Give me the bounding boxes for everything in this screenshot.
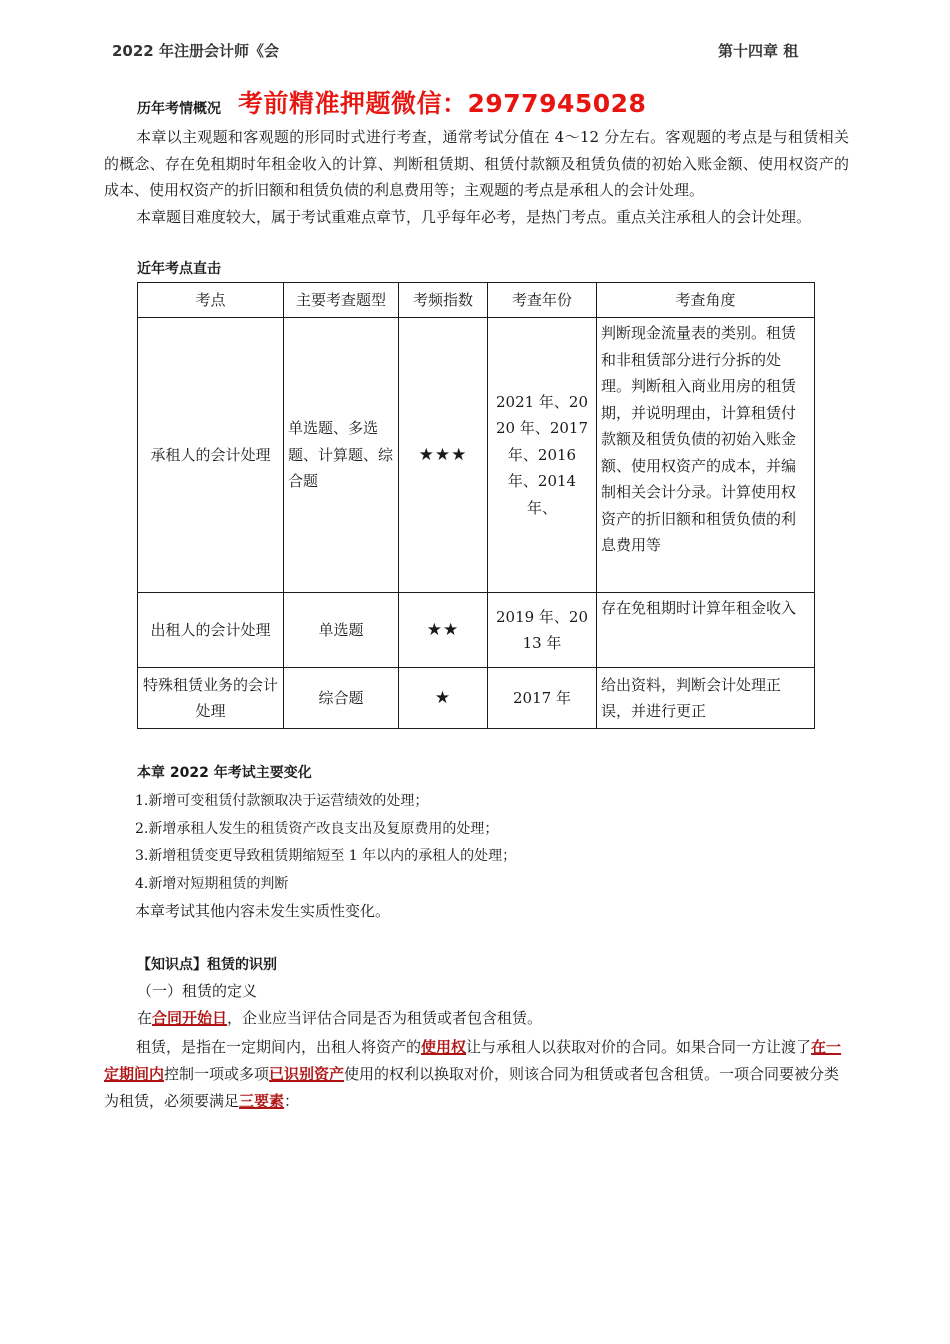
cell-point: 出租人的会计处理 (138, 593, 284, 668)
col-header: 考点 (138, 283, 284, 318)
cell-stars: ★ (399, 668, 488, 729)
cell-point: 承租人的会计处理 (138, 318, 284, 593)
changes-note: 本章考试其他内容未发生实质性变化。 (135, 902, 391, 920)
highlight-period: 在一定期间内 (104, 1038, 842, 1083)
table-row (138, 593, 815, 668)
table-title: 近年考点直击 (137, 261, 221, 277)
list-item: 3.新增租赁变更导致租赁期缩短至 1 年以内的承租人的处理； (135, 848, 517, 864)
knowledge-title: 【知识点】租赁的识别 (137, 957, 277, 973)
changes-title: 本章 2022 年考试主要变化 (137, 765, 312, 781)
header-left-text: 2022 年注册会计师《会 (112, 42, 279, 60)
list-item: 2.新增承租人发生的租赁资产改良支出及复原费用的处理； (135, 820, 499, 837)
header-right-text: 第十四章 租 (718, 42, 799, 60)
text-run: 使用的权利以换取对价，则该合同为租赁或者包含租赁。一项合同要被分类为租赁，必须要满足 (104, 1065, 840, 1110)
cell-years: 2017 年 (488, 668, 597, 729)
col-header: 考频指数 (399, 283, 488, 318)
definition-paragraph (104, 1034, 849, 1115)
text-run: 让与承租人以获取对价的合同。如果合同一方让渡了 (466, 1038, 812, 1056)
highlight-contract-start: 合同开始日 (152, 1009, 228, 1027)
cell-types: 单选题、多选题、计算题、综合题 (284, 318, 399, 593)
cell-types: 综合题 (284, 668, 399, 729)
text-run: ，企业应当评估合同是否为租赁或者包含租赁。 (227, 1009, 543, 1027)
table-row (138, 668, 815, 729)
cell-types: 单选题 (284, 593, 399, 668)
section-heading: 历年考情概况 (137, 101, 221, 117)
col-header: 考查年份 (488, 283, 597, 318)
intro-paragraph-2: 本章题目难度较大，属于考试重难点章节，几乎每年必考，是热门考点。重点关注承租人的会计处理。 (136, 208, 812, 226)
cell-years: 2019 年、2013 年 (488, 593, 597, 668)
cell-stars: ★★ (399, 593, 488, 668)
list-item: 1.新增可变租赁付款额取决于运营绩效的处理； (135, 793, 429, 809)
cell-stars: ★★★ (399, 318, 488, 593)
cell-point: 特殊租赁业务的会计处理 (138, 668, 284, 729)
table-row (138, 318, 815, 593)
subheading: （一）租赁的定义 (137, 982, 258, 1000)
text-run: 控制一项或多项 (164, 1065, 270, 1083)
promo-banner: 考前精准押题微信：2977945028 (238, 89, 647, 118)
col-header: 考查角度 (597, 283, 815, 318)
col-header: 主要考查题型 (284, 283, 399, 318)
page-header (0, 34, 950, 60)
exam-points-table (137, 282, 815, 729)
cell-angle: 给出资料，判断会计处理正误，并进行更正 (597, 668, 815, 729)
knowledge-subtitle (137, 978, 542, 1032)
text-run: 租赁，是指在一定期间内，出租人将资产的 (136, 1038, 422, 1056)
cell-angle: 存在免租期时计算年租金收入 (597, 593, 815, 668)
text-run: 在 (137, 1009, 153, 1027)
table-header-row (138, 283, 815, 318)
cell-angle: 判断现金流量表的类别。租赁和非租赁部分进行分拆的处理。判断租入商业用房的租赁期，并说明理由，计算租赁付款额及租赁负债的初始入账金额、使用权资产的成本，并编制相关会计分录。计算使用权资产的折旧额和租赁负债的利息费用等 (597, 318, 815, 593)
highlight-right-of-use: 使用权 (421, 1038, 467, 1056)
highlight-three-elements: 三要素 (239, 1092, 285, 1110)
list-item: 4.新增对短期租赁的判断 (135, 875, 289, 892)
definition-line (137, 1005, 542, 1032)
highlight-identified-asset: 已识别资产 (269, 1065, 345, 1083)
text-run: ： (284, 1092, 300, 1110)
intro-paragraph-1: 本章以主观题和客观题的形同时式进行考查，通常考试分值在 4～12 分左右。客观题的考点是与租赁相关的概念、存在免租期时年租金收入的计算、判断租赁期、租赁付款额及租赁负债的初始入账金额、使用权资产的成本、使用权资产的折旧额和租赁负债的利息费用等；主观题的考点是承租人的会计处理。 (104, 128, 849, 199)
changes-list (135, 788, 516, 926)
cell-years: 2021 年、2020 年、2017 年、2016 年、2014 年、 (488, 318, 597, 593)
